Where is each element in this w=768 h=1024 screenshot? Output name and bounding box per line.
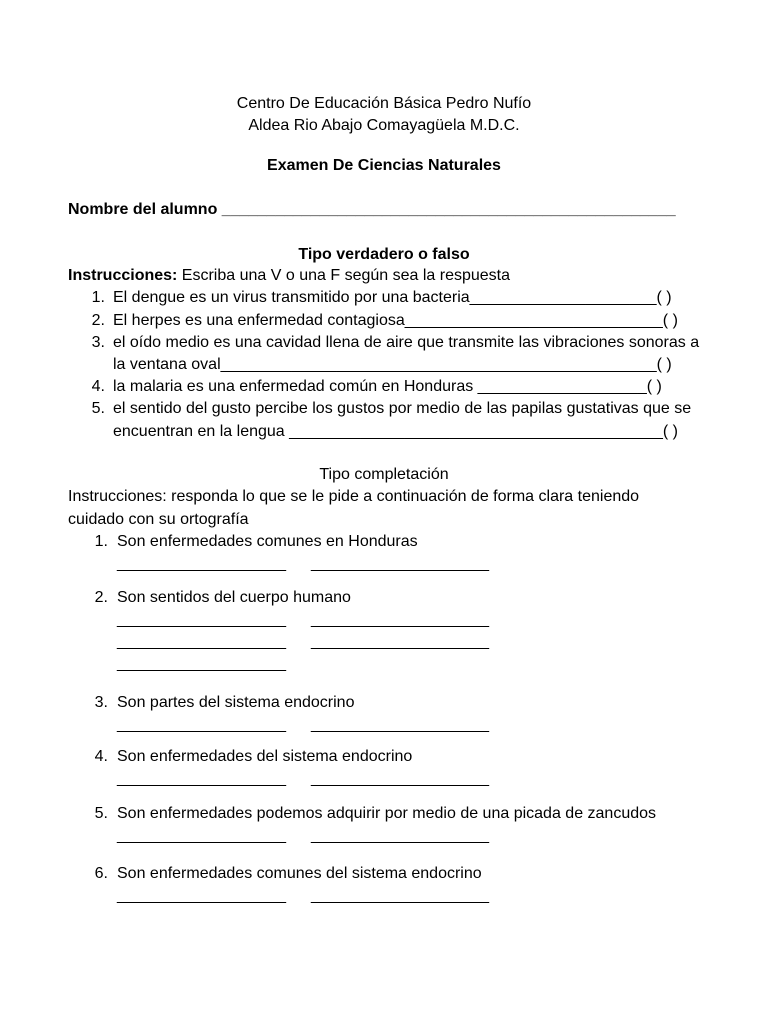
- answer-blank[interactable]: ____________________: [311, 633, 489, 650]
- tf-item-3-cont: la ventana oval_________________________________________________( ): [113, 356, 672, 373]
- fill-item-1: Son enfermedades comunes en Honduras: [117, 533, 418, 550]
- tf-item-2: El herpes es una enfermedad contagiosa_____________________________( ): [113, 312, 678, 329]
- answer-blank[interactable]: ____________________: [311, 555, 489, 572]
- answer-blank[interactable]: ____________________: [311, 827, 489, 844]
- tf-item-1: El dengue es un virus transmitido por una bacteria_____________________( ): [113, 289, 672, 306]
- answer-blank[interactable]: ___________________: [117, 770, 287, 787]
- fill-item-2: Son sentidos del cuerpo humano: [117, 589, 351, 606]
- answer-blank[interactable]: ___________________: [117, 555, 287, 572]
- fill-item-3: Son partes del sistema endocrino: [117, 694, 355, 711]
- section1-instructions: [68, 267, 510, 285]
- tf-item-number: 2.: [91, 312, 105, 329]
- fill-item-number: 1.: [94, 533, 108, 550]
- student-name-field[interactable]: Nombre del alumno ___________________________________________________: [68, 201, 676, 218]
- fill-item-number: 2.: [94, 589, 108, 606]
- fill-item-number: 5.: [94, 805, 108, 822]
- tf-item-number: 5.: [91, 400, 105, 417]
- answer-blank[interactable]: ___________________: [117, 716, 287, 733]
- fill-item-6: Son enfermedades comunes del sistema endocrino: [117, 865, 482, 882]
- instructions-label: Instrucciones:: [68, 267, 178, 284]
- fill-item-number: 6.: [94, 865, 108, 882]
- answer-blank[interactable]: ___________________: [117, 655, 287, 672]
- school-location: Aldea Rio Abajo Comayagüela M.D.C.: [248, 117, 520, 134]
- fill-item-number: 3.: [94, 694, 108, 711]
- instructions-text: Escriba una V o una F según sea la respuesta: [177, 267, 511, 284]
- tf-item-number: 3.: [91, 334, 105, 351]
- answer-blank[interactable]: ____________________: [311, 770, 489, 787]
- answer-blank[interactable]: ___________________: [117, 887, 287, 904]
- tf-item-number: 4.: [91, 378, 105, 395]
- answer-blank[interactable]: ____________________: [311, 611, 489, 628]
- section2-instructions-line1: Instrucciones: responda lo que se le pide a continuación de forma clara teniendo: [68, 488, 640, 505]
- section2-instructions-line2: cuidado con su ortografía: [68, 511, 249, 528]
- answer-blank[interactable]: ___________________: [117, 611, 287, 628]
- tf-item-number: 1.: [91, 289, 105, 306]
- tf-item-5-cont: encuentran en la lengua __________________________________________( ): [113, 423, 678, 440]
- tf-item-5: el sentido del gusto percibe los gustos por medio de las papilas gustativas que se: [113, 400, 692, 417]
- fill-item-number: 4.: [94, 748, 108, 765]
- tf-item-3: el oído medio es una cavidad llena de aire que transmite las vibraciones sonoras a: [113, 334, 700, 351]
- tf-item-4: la malaria es una enfermedad común en Honduras ___________________( ): [113, 378, 662, 395]
- answer-blank[interactable]: ____________________: [311, 887, 489, 904]
- school-name: Centro De Educación Básica Pedro Nufío: [236, 95, 532, 112]
- section1-title: Tipo verdadero o falso: [298, 246, 470, 263]
- answer-blank[interactable]: ___________________: [117, 633, 287, 650]
- exam-title: Examen De Ciencias Naturales: [267, 157, 501, 174]
- answer-blank[interactable]: ____________________: [311, 716, 489, 733]
- answer-blank[interactable]: ___________________: [117, 827, 287, 844]
- section2-title: Tipo completación: [319, 466, 449, 483]
- fill-item-4: Son enfermedades del sistema endocrino: [117, 748, 413, 765]
- fill-item-5: Son enfermedades podemos adquirir por medio de una picada de zancudos: [117, 805, 657, 822]
